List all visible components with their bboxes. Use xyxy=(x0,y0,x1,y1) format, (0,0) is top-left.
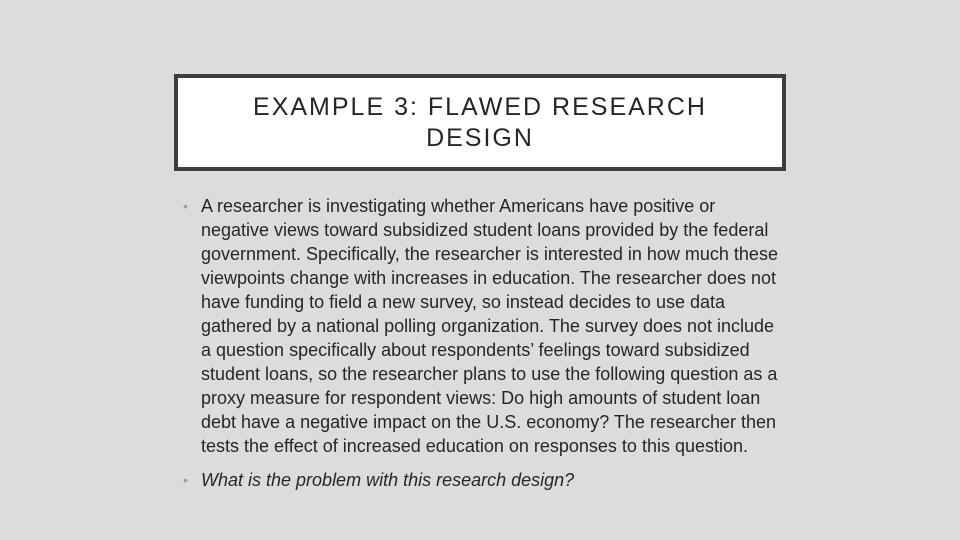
title-box xyxy=(174,74,786,171)
bullet-text-scenario: A researcher is investigating whether Americans have positive or negative views toward subsidized student loans provided by the federal government. Specifically, the researcher is interested in how much these viewpoints change with increases in education. The researcher does not have funding to field a new survey, so instead decides to use data gathered by a national polling organization. The survey does not include a question specifically about respondents’ feelings toward subsidized student loans, so the researcher plans to use the following question as a proxy measure for respondent views: Do high amounts of student loan debt have a negative impact on the U.S. economy? The researcher then tests the effect of increased education on responses to this question. xyxy=(201,196,778,456)
bullet-item-scenario xyxy=(183,194,793,458)
slide-title: EXAMPLE 3: FLAWED RESEARCH DESIGN xyxy=(253,92,707,152)
bullet-icon: • xyxy=(183,472,188,488)
bullet-icon: • xyxy=(183,198,188,214)
bullet-text-question: What is the problem with this research design? xyxy=(201,470,575,490)
bullet-item-question xyxy=(183,468,793,492)
bullet-list xyxy=(183,194,793,502)
